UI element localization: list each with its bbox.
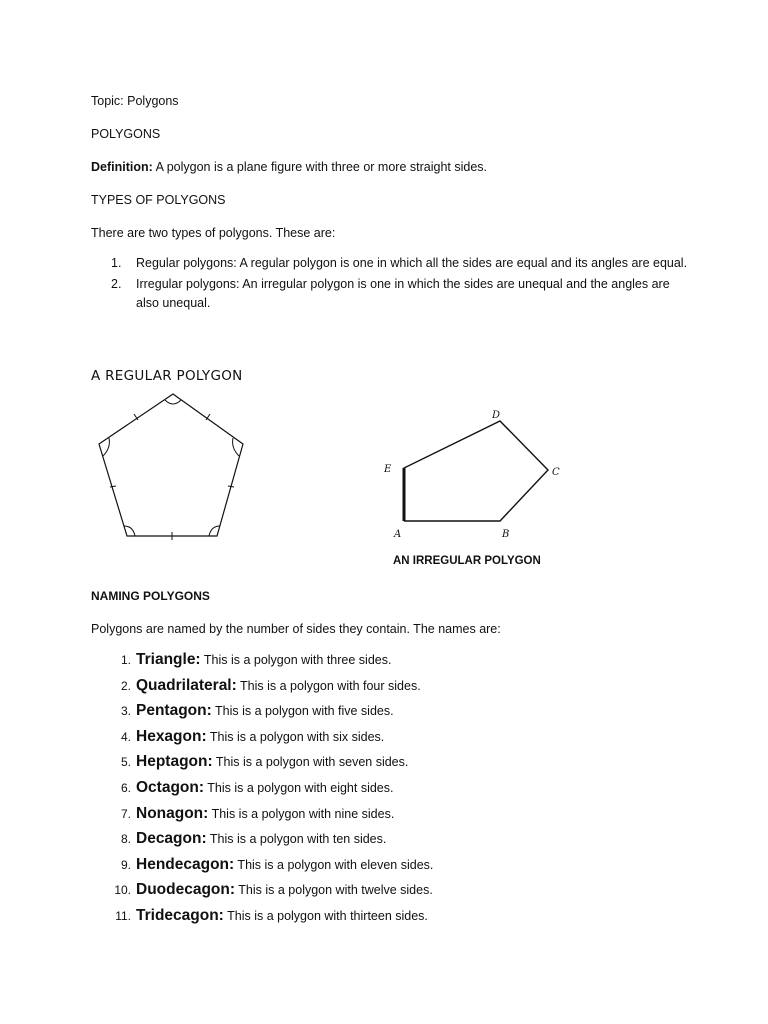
polygon-desc: This is a polygon with four sides. — [236, 678, 421, 693]
list-item — [91, 852, 731, 878]
polygon-name: Triangle: — [136, 651, 201, 668]
list-item — [91, 826, 731, 852]
list-item — [91, 877, 731, 903]
polygon-name: Quadrilateral: — [136, 676, 237, 694]
list-number: 8. — [120, 832, 131, 847]
polygon-name: Heptagon: — [136, 753, 213, 771]
list-item — [91, 698, 731, 724]
pentagon-shape — [99, 394, 243, 536]
polygon-desc: This is a polygon with three sides. — [200, 653, 392, 667]
polygon-desc: This is a polygon with twelve sides. — [235, 883, 433, 898]
topic-line: Topic: Polygons — [91, 94, 179, 108]
angle-marks — [103, 400, 239, 536]
list-item — [91, 749, 731, 775]
irregular-pentagon-figure — [376, 404, 576, 544]
list-item — [91, 275, 691, 313]
list-item — [91, 254, 691, 273]
list-number: 1. — [120, 653, 131, 667]
types-intro: There are two types of polygons. These are: — [91, 226, 336, 240]
types-heading: TYPES OF POLYGONS — [91, 193, 226, 207]
definition — [91, 159, 691, 175]
vertex-label-e: E — [384, 464, 392, 475]
list-number: 11. — [115, 908, 131, 923]
tick-marks — [110, 414, 234, 540]
list-number: 2. — [111, 277, 122, 291]
section-heading: POLYGONS — [91, 127, 161, 141]
polygon-name: Duodecagon: — [136, 881, 236, 899]
polygon-name: Hendecagon: — [136, 855, 235, 873]
polygon-desc: This is a polygon with nine sides. — [208, 806, 395, 821]
list-item — [91, 775, 731, 801]
figures — [91, 364, 691, 574]
list-number: 9. — [120, 857, 131, 872]
polygon-desc: This is a polygon with six sides. — [206, 729, 385, 744]
polygon-desc: This is a polygon with eleven sides. — [234, 857, 434, 872]
polygon-desc: This is a polygon with ten sides. — [206, 832, 387, 847]
list-number: 2. — [120, 678, 131, 693]
polygon-name: Decagon: — [136, 830, 207, 848]
polygon-name: Hexagon: — [136, 727, 207, 745]
polygon-name: Tridecagon: — [136, 906, 224, 924]
document-body — [91, 93, 691, 315]
types-list — [91, 254, 691, 313]
list-text: Irregular polygons: An irregular polygon is one in which the sides are unequal and the angles are also unequal. — [136, 277, 670, 310]
vertex-label-c: C — [552, 467, 560, 478]
polygon-name: Nonagon: — [136, 804, 209, 822]
polygon-name: Octagon: — [136, 778, 205, 796]
list-text: Regular polygons: A regular polygon is one in which all the sides are equal and its angles are equal. — [136, 256, 688, 270]
names-list — [91, 647, 731, 929]
list-number: 4. — [120, 729, 131, 744]
regular-pentagon-figure — [91, 386, 251, 546]
list-number: 6. — [120, 780, 131, 795]
list-number: 1. — [111, 256, 122, 270]
naming-section — [91, 588, 731, 929]
polygon-name: Pentagon: — [136, 702, 212, 720]
list-item — [91, 647, 731, 673]
list-number: 3. — [120, 704, 131, 719]
polygon-desc: This is a polygon with five sides. — [211, 704, 394, 719]
regular-polygon-title: A REGULAR POLYGON — [91, 368, 243, 384]
definition-text: A polygon is a plane figure with three or more straight sides. — [152, 160, 488, 174]
list-number: 7. — [120, 806, 131, 821]
vertex-label-a: A — [394, 529, 402, 540]
definition-label: Definition: — [91, 160, 153, 174]
polygon-desc: This is a polygon with seven sides. — [212, 755, 409, 770]
irregular-polygon-caption: AN IRREGULAR POLYGON — [393, 555, 541, 567]
list-item — [91, 801, 731, 827]
vertex-label-d: D — [492, 410, 501, 421]
list-number: 5. — [120, 755, 131, 770]
list-item — [91, 903, 731, 929]
list-item — [91, 724, 731, 750]
irregular-shape — [404, 421, 548, 521]
polygon-desc: This is a polygon with thirteen sides. — [223, 908, 428, 923]
naming-heading: NAMING POLYGONS — [91, 589, 210, 603]
polygon-desc: This is a polygon with eight sides. — [204, 780, 394, 795]
list-item — [91, 673, 731, 699]
list-number: 10. — [114, 883, 131, 898]
vertex-label-b: B — [502, 529, 510, 540]
naming-intro: Polygons are named by the number of sides they contain. The names are: — [91, 622, 501, 636]
